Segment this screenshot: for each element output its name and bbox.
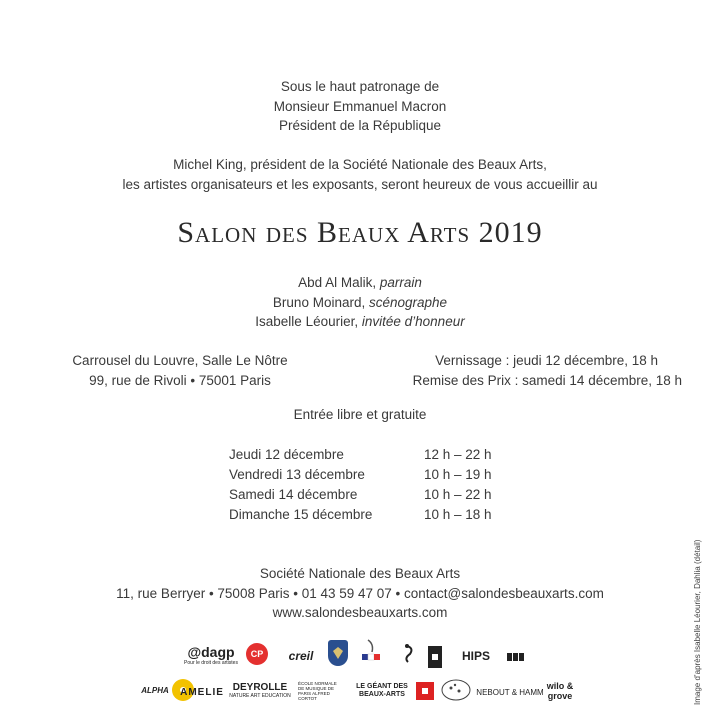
swirl-logo: [394, 640, 420, 668]
cp-logo: [246, 643, 268, 665]
footer-org: Société Nationale des Beaux Arts: [259, 566, 461, 581]
wilo-logo: [542, 677, 578, 705]
creil-logo: [280, 646, 322, 666]
geant-logo-text: LE GÉANT DES BEAUX-ARTS: [356, 683, 408, 698]
event-title: Salon des Beaux Arts 2019: [177, 216, 543, 249]
schedule-hours: 10 h – 19 h: [424, 467, 492, 482]
cp-logo-text: CP: [250, 649, 264, 659]
adagp-logo-sub: Pour le droit des artistes: [184, 660, 238, 666]
schedule-day: Jeudi 12 décembre: [229, 447, 344, 462]
wilo-logo-text: wilo & grove: [546, 681, 574, 701]
image-credit-text: Image d’après Isabelle Léourier, Dahlia (détail): [693, 539, 702, 705]
footer: [0, 564, 720, 623]
nebout-logo: [476, 683, 544, 701]
adagp-logo-text: @dagp: [187, 644, 235, 660]
person-role: scénographe: [369, 294, 448, 310]
people-list: [0, 273, 720, 332]
patronage-line: Sous le haut patronage de: [280, 79, 440, 94]
event-line: Remise des Prix : samedi 14 décembre, 18 h: [412, 372, 682, 388]
entry-info: Entrée libre et gratuite: [293, 407, 427, 422]
marianne-icon: [360, 638, 384, 668]
event-line: Vernissage : jeudi 12 décembre, 18 h: [435, 353, 658, 368]
person-name: Isabelle Léourier,: [255, 314, 359, 329]
person-line: [0, 312, 720, 332]
geant-logo: [354, 680, 410, 702]
patronage-line: Monsieur Emmanuel Macron: [273, 98, 447, 114]
red-box-logo: [416, 682, 434, 700]
swirl-icon: [396, 642, 418, 666]
crest-icon: [331, 645, 345, 661]
deyrolle-logo: [229, 678, 291, 702]
ecole-logo: [298, 679, 342, 703]
footer-contact[interactable]: 11, rue Berryer • 75008 Paris • 01 43 59 47 07 • contact@salondesbeauxarts.com: [116, 585, 604, 601]
footer-website[interactable]: www.salondesbeauxarts.com: [272, 605, 448, 620]
dark-box-logo: [428, 646, 442, 668]
patronage: [0, 77, 720, 136]
intro-line: les artistes organisateurs et les exposants, seront heureux de vous accueillir au: [122, 176, 598, 192]
leopard-icon: [439, 677, 473, 703]
person-line: [0, 273, 720, 293]
venue-line: Carrousel du Louvre, Salle Le Nôtre: [72, 353, 288, 368]
crest-logo: [328, 640, 348, 666]
intro-line: Michel King, président de la Société Nationale des Beaux Arts,: [173, 157, 547, 172]
person-name: Bruno Moinard,: [272, 294, 366, 310]
leopard-logo: [438, 676, 474, 704]
image-credit: [683, 530, 702, 705]
patronage-line: Président de la République: [278, 118, 442, 133]
hips-logo-text: HIPS: [461, 649, 490, 663]
asian-logo: [506, 650, 526, 664]
schedule-day: Dimanche 15 décembre: [229, 507, 373, 522]
square-icon: [420, 686, 430, 696]
alpha-logo: [140, 680, 170, 700]
glyph-icon: [506, 651, 526, 663]
schedule-hours: 12 h – 22 h: [424, 447, 492, 462]
deyrolle-logo-sub: NATURE ART EDUCATION: [229, 692, 291, 699]
nebout-logo-text: NEBOUT & HAMM: [476, 687, 544, 697]
amelie-logo-text: AMELIE: [180, 686, 224, 698]
person-role: invitée d’honneur: [361, 314, 465, 329]
schedule-hours: 10 h – 18 h: [424, 507, 492, 522]
schedule-day: Samedi 14 décembre: [229, 487, 358, 502]
hips-logo: [454, 648, 498, 664]
schedule-day: Vendredi 13 décembre: [229, 467, 365, 482]
person-role: parrain: [379, 275, 422, 290]
adagp-logo: [186, 640, 236, 670]
marianne-logo: [360, 638, 384, 668]
person-name: Abd Al Malik,: [298, 275, 377, 290]
schedule-hours: 10 h – 22 h: [424, 487, 492, 502]
creil-logo-text: creil: [288, 649, 314, 663]
events: [390, 351, 682, 390]
intro: [0, 155, 720, 194]
person-line: [0, 293, 720, 313]
deyrolle-logo-text: DEYROLLE: [232, 681, 288, 693]
square-icon: [430, 652, 440, 662]
venue: [60, 351, 300, 390]
alpha-logo-text: ALPHA: [141, 685, 169, 695]
venue-line: 99, rue de Rivoli • 75001 Paris: [89, 372, 271, 388]
ecole-logo-text: ÉCOLE NORMALE DE MUSIQUE DE PARIS ALFRED CORTOT: [298, 681, 337, 701]
amelie-logo: [178, 683, 226, 701]
